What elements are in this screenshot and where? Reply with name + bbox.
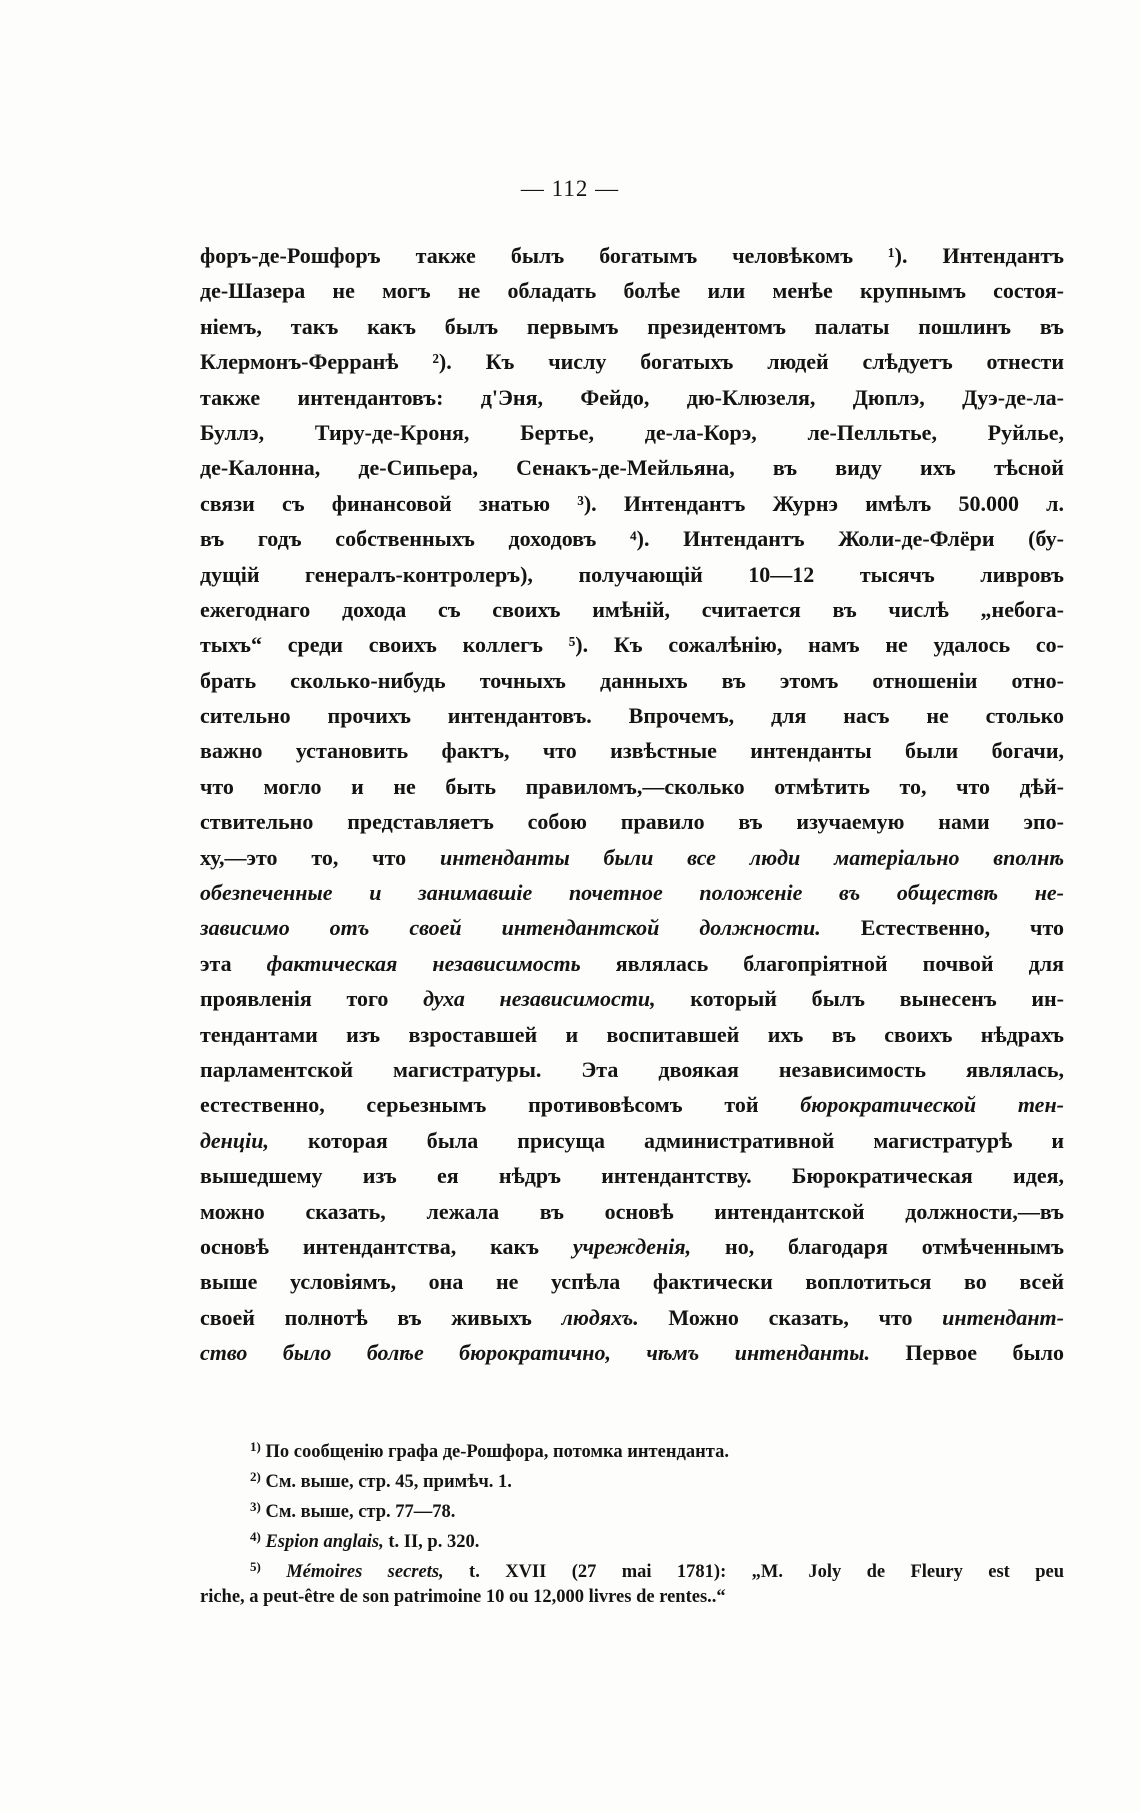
- italic-text: учрежденія,: [572, 1233, 692, 1259]
- text-segment: въ годъ собственныхъ доходовъ ⁴). Интендантъ Жоли-де-Флёри (бу-: [200, 526, 1064, 552]
- text-line: [200, 486, 1064, 521]
- page-number: — 112 —: [520, 176, 620, 201]
- text-line: [200, 1264, 1064, 1299]
- text-line: [200, 1017, 1064, 1052]
- text-segment: тендантами изъ взроставшей и воспитавшей ихъ въ своихъ нѣдрахъ: [200, 1021, 1064, 1047]
- text-line: [200, 1087, 1064, 1122]
- text-segment: эта: [200, 950, 267, 976]
- text-segment: вышедшему изъ ея нѣдръ интендантству. Бюрократическая идея,: [200, 1163, 1064, 1189]
- footnote-number: 3): [250, 1499, 261, 1514]
- italic-text: обезпеченные и занимавшіе почетное положеніе въ обществѣ не-: [200, 880, 1064, 906]
- text-line: [200, 1052, 1064, 1087]
- footnote: [200, 1552, 1064, 1582]
- text-segment: тыхъ“ среди своихъ коллегъ ⁵). Къ сожалѣнію, намъ не удалось со-: [200, 632, 1064, 658]
- text-line: [200, 733, 1064, 768]
- footnote-number: 1): [250, 1439, 261, 1454]
- footnote-text: riche, a peut-être de son patrimoine 10 ou 12,000 livres de rentes..“: [200, 1587, 726, 1607]
- text-segment: своей полнотѣ въ живыхъ: [200, 1304, 562, 1330]
- footnote-number: 2): [250, 1469, 261, 1484]
- text-line: [200, 415, 1064, 450]
- text-line: [200, 238, 1064, 273]
- main-text: [200, 238, 1064, 1371]
- text-line: [200, 981, 1064, 1016]
- text-line: [200, 344, 1064, 379]
- footnote-number: 4): [250, 1529, 261, 1544]
- text-line: [200, 698, 1064, 733]
- text-segment: ніемъ, такъ какъ былъ первымъ президентомъ палаты пошлинъ въ: [200, 313, 1064, 339]
- text-line: [200, 1335, 1064, 1370]
- text-segment: ежегоднаго дохода съ своихъ имѣній, считается въ числѣ „небога-: [200, 596, 1064, 622]
- text-line: [200, 1158, 1064, 1193]
- text-line: [200, 627, 1064, 662]
- text-line: [200, 946, 1064, 981]
- footnote: [200, 1492, 1064, 1522]
- footnote-text: t. II, p. 320.: [383, 1532, 480, 1552]
- text-line: [200, 1229, 1064, 1264]
- text-line: [200, 450, 1064, 485]
- text-line: [200, 521, 1064, 556]
- text-line: [200, 663, 1064, 698]
- text-line: [200, 769, 1064, 804]
- text-segment: выше условіямъ, она не успѣла фактически воплотиться во всей: [200, 1269, 1064, 1295]
- italic-text: бюрократической тен-: [800, 1092, 1064, 1118]
- text-line: [200, 875, 1064, 910]
- text-segment: форъ-де-Рошфоръ также былъ богатымъ человѣкомъ ¹). Интендантъ: [200, 243, 1064, 268]
- text-segment: де-Калонна, де-Сипьера, Сенакъ-де-Мейльяна, въ виду ихъ тѣсной: [200, 455, 1064, 481]
- text-line: [200, 273, 1064, 308]
- text-segment: сительно прочихъ интендантовъ. Впрочемъ, для насъ не столько: [200, 703, 1064, 729]
- footnote: [200, 1462, 1064, 1492]
- text-segment: Можно сказать, что: [638, 1304, 943, 1330]
- footnote-source-title: Espion anglais,: [265, 1532, 384, 1552]
- text-line: [200, 309, 1064, 344]
- text-segment: дущій генералъ-контролеръ), получающій 10—12 тысячъ ливровъ: [200, 561, 1064, 587]
- text-line: [200, 840, 1064, 875]
- text-segment: важно установить фактъ, что извѣстные интенданты были богачи,: [200, 738, 1064, 764]
- text-segment: де-Шазера не могъ не обладать болѣе или менѣе крупнымъ состоя-: [200, 278, 1064, 304]
- text-segment: что могло и не быть правиломъ,—сколько отмѣтить то, что дѣй-: [200, 773, 1064, 799]
- footnote-continuation: [200, 1582, 1064, 1612]
- text-segment: Буллэ, Тиру-де-Кроня, Бертье, де-ла-Корэ, ле-Пелльтье, Руйлье,: [200, 419, 1064, 445]
- text-line: [200, 910, 1064, 945]
- text-line: [200, 380, 1064, 415]
- text-line: [200, 804, 1064, 839]
- text-segment: ху,—это то, что: [200, 844, 440, 870]
- text-segment: являлась благопріятной почвой для: [580, 950, 1064, 976]
- italic-text: людяхъ.: [561, 1304, 639, 1330]
- text-segment: ствительно представляетъ собою правило въ изучаемую нами эпо-: [200, 809, 1064, 835]
- text-segment: брать сколько-нибудь точныхъ данныхъ въ этомъ отношеніи отно-: [200, 667, 1064, 693]
- footnote-text: См. выше, стр. 77—78.: [265, 1502, 456, 1522]
- text-segment: но, благодаря отмѣченнымъ: [691, 1233, 1064, 1259]
- italic-text: интендант-: [942, 1304, 1064, 1330]
- italic-text: фактическая независимость: [266, 950, 581, 976]
- text-segment: можно сказать, лежала въ основѣ интендантской должности,—въ: [200, 1198, 1064, 1224]
- text-segment: парламентской магистратуры. Эта двоякая независимость являлась,: [200, 1056, 1064, 1082]
- text-segment: связи съ финансовой знатью ³). Интендантъ Журнэ имѣлъ 50.000 л.: [200, 490, 1064, 516]
- footnote-text: t. XVII (27 mai 1781): „M. Joly de Fleury est peu: [443, 1562, 1064, 1582]
- italic-text: духа независимости,: [423, 986, 656, 1012]
- text-line: [200, 557, 1064, 592]
- text-line: [200, 1194, 1064, 1229]
- footnotes: [200, 1432, 1064, 1612]
- text-segment: также интендантовъ: д'Эня, Фейдо, дю-Клюзеля, Дюплэ, Дуэ-де-ла-: [200, 384, 1064, 410]
- footnote-text: По сообщенію графа де-Рошфора, потомка интенданта.: [265, 1442, 729, 1462]
- footnote-number: 5): [250, 1559, 261, 1574]
- italic-text: интенданты были все люди матеріально вполнѣ: [439, 844, 1064, 870]
- text-segment: Естественно, что: [820, 915, 1064, 941]
- footnote: [200, 1522, 1064, 1552]
- text-segment: Клермонъ-Ферранѣ ²). Къ числу богатыхъ людей слѣдуетъ отнести: [200, 349, 1064, 375]
- italic-text: зависимо отъ своей интендантской должности.: [200, 915, 821, 941]
- text-segment: естественно, серьезнымъ противовѣсомъ той: [200, 1092, 801, 1118]
- text-line: [200, 592, 1064, 627]
- text-line: [200, 1123, 1064, 1158]
- italic-text: ство было болѣе бюрократично, чѣмъ интенданты.: [200, 1340, 870, 1366]
- text-segment: который былъ вынесенъ ин-: [655, 986, 1064, 1012]
- text-segment: основѣ интендантства, какъ: [200, 1233, 573, 1259]
- footnote-text: См. выше, стр. 45, примѣч. 1.: [265, 1472, 512, 1492]
- text-segment: которая была присуща административной магистратурѣ и: [268, 1127, 1064, 1153]
- text-segment: Первое было: [869, 1340, 1064, 1366]
- text-line: [200, 1300, 1064, 1335]
- italic-text: денціи,: [200, 1127, 269, 1153]
- footnote: [200, 1432, 1064, 1462]
- text-segment: проявленія того: [200, 986, 424, 1012]
- footnote-source-title: Mémoires secrets,: [286, 1562, 444, 1582]
